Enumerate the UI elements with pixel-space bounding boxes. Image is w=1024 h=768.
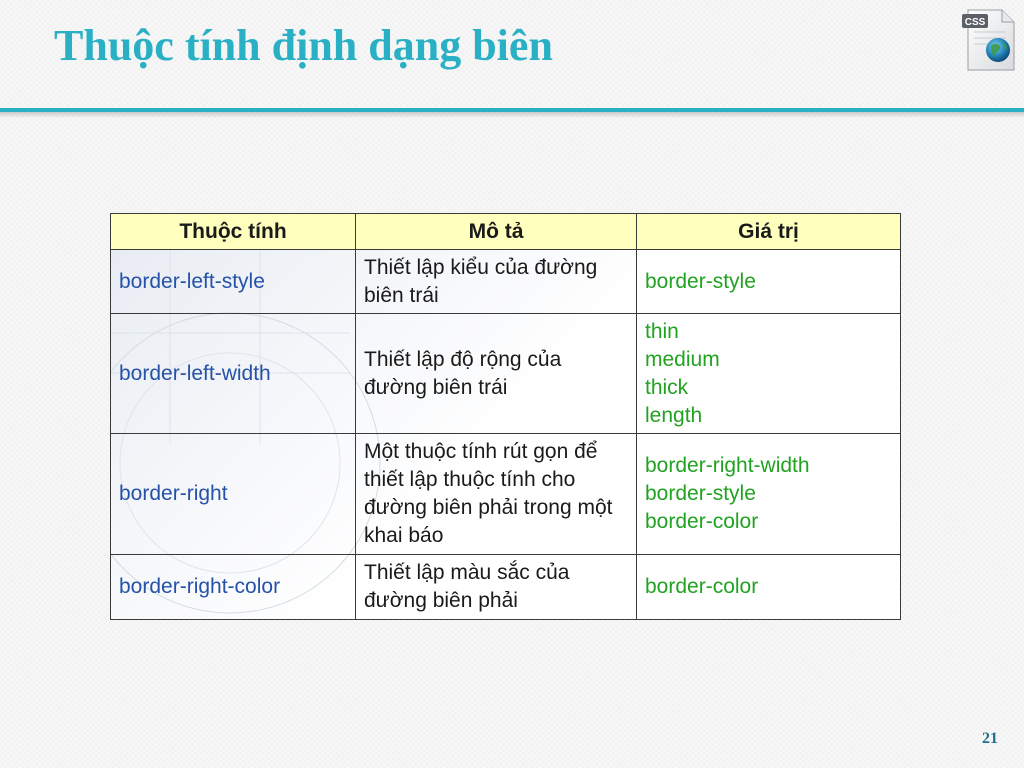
value-item: border-style bbox=[645, 482, 756, 506]
header-description: Mô tả bbox=[356, 214, 637, 250]
table-row bbox=[111, 250, 901, 314]
property-cell: border-left-width bbox=[111, 314, 356, 434]
description-cell: Thiết lập kiểu của đường biên trái bbox=[356, 250, 637, 314]
values-cell bbox=[637, 434, 901, 554]
value-item: border-color bbox=[645, 510, 759, 534]
table-row bbox=[111, 314, 901, 434]
value-item: medium bbox=[645, 347, 720, 371]
properties-table bbox=[110, 213, 901, 620]
css-file-icon bbox=[958, 6, 1018, 74]
value-item: border-color bbox=[645, 574, 759, 598]
header-values: Giá trị bbox=[637, 214, 901, 250]
values-cell bbox=[637, 250, 901, 314]
property-cell: border-left-style bbox=[111, 250, 356, 314]
property-cell: border-right-color bbox=[111, 554, 356, 619]
value-item: length bbox=[645, 403, 703, 427]
header-property: Thuộc tính bbox=[111, 214, 356, 250]
description-cell: Thiết lập độ rộng của đường biên trái bbox=[356, 314, 637, 434]
table-row bbox=[111, 554, 901, 619]
value-item: thin bbox=[645, 319, 679, 343]
page-number: 21 bbox=[982, 730, 998, 747]
title-divider-shadow bbox=[0, 112, 1024, 118]
value-item: border-right-width bbox=[645, 454, 810, 478]
values-cell bbox=[637, 314, 901, 434]
css-icon-label: CSS bbox=[964, 17, 986, 28]
slide-title: Thuộc tính định dạng biên bbox=[54, 21, 553, 70]
value-item: thick bbox=[645, 375, 689, 399]
description-cell: Một thuộc tính rút gọn để thiết lập thuộc tính cho đường biên phải trong một khai báo bbox=[356, 434, 637, 554]
value-item: border-style bbox=[645, 269, 756, 293]
properties-table-container bbox=[110, 213, 900, 620]
values-cell bbox=[637, 554, 901, 619]
table-row bbox=[111, 434, 901, 554]
property-cell: border-right bbox=[111, 434, 356, 554]
description-cell: Thiết lập màu sắc của đường biên phải bbox=[356, 554, 637, 619]
table-header-row bbox=[111, 214, 901, 250]
